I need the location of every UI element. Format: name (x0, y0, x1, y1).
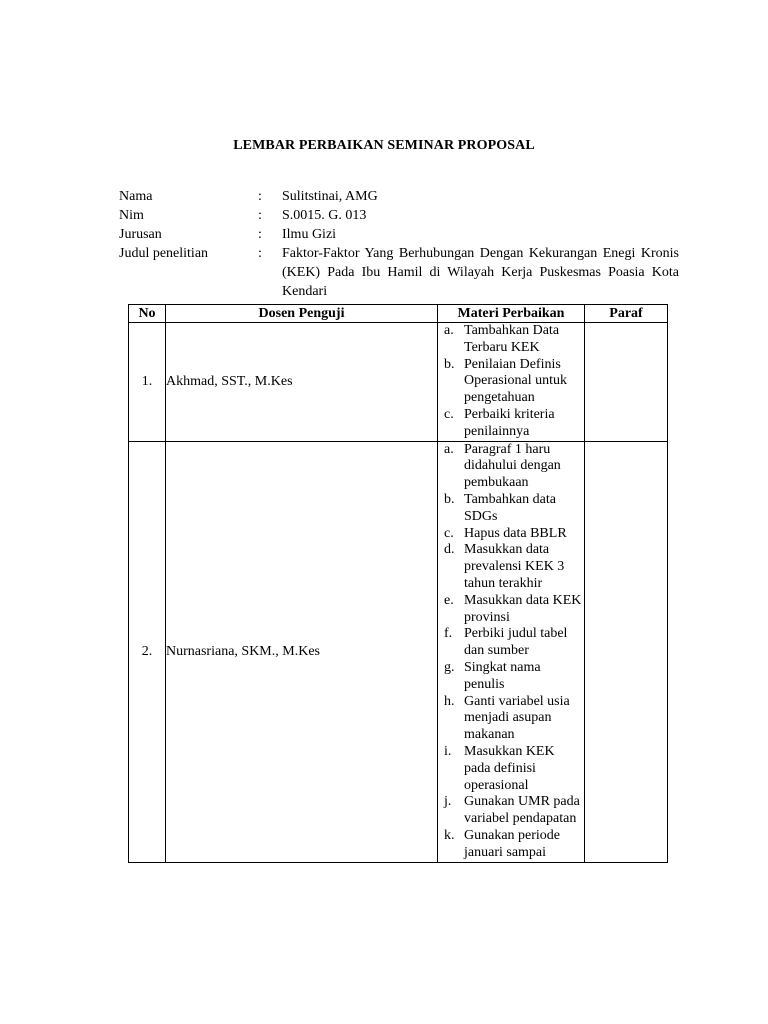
list-item (438, 660, 584, 694)
item-text: Tambahkan data SDGs (464, 491, 556, 524)
item-letter: k. (444, 827, 455, 843)
item-letter: i. (444, 743, 452, 759)
item-text: Perbiki judul tabel dan sumber (464, 626, 568, 659)
item-letter: j. (444, 794, 452, 810)
item-letter: b. (444, 356, 455, 372)
list-item (438, 407, 584, 441)
table-row (129, 441, 668, 862)
item-text: Perbaiki kriteria penilainnya (464, 406, 555, 439)
header-dosen: Dosen Penguji (166, 305, 438, 323)
info-value: Faktor-Faktor Yang Berhubungan Dengan Kekurangan Enegi Kronis (KEK) Pada Ibu Hamil di Wilayah Kerja Puskesmas Poasia Kota Kendari (282, 246, 679, 299)
header-paraf: Paraf (585, 305, 668, 323)
list-item (438, 593, 584, 627)
item-text: Singkat nama penulis (464, 659, 541, 692)
revision-items-cell (438, 323, 585, 442)
item-letter: f. (444, 626, 453, 642)
item-letter: e. (444, 592, 454, 608)
list-item (438, 828, 584, 862)
row-number: 2. (129, 441, 166, 862)
item-text: Penilaian Definis Operasional untuk pengetahuan (464, 356, 568, 406)
list-item (438, 357, 584, 407)
revision-items-cell (438, 441, 585, 862)
table-header-row (129, 305, 668, 323)
item-letter: a. (444, 441, 454, 457)
info-colon: : (258, 227, 262, 242)
info-row-nama (119, 187, 679, 206)
item-text: Masukkan data KEK provinsi (464, 592, 582, 625)
item-letter: c. (444, 406, 454, 422)
info-value: Ilmu Gizi (282, 227, 337, 242)
header-no: No (129, 305, 166, 323)
info-row-judul (119, 244, 679, 301)
info-value: Sulitstinai, AMG (282, 189, 378, 204)
info-label: Nama (119, 189, 153, 204)
list-item (438, 744, 584, 794)
examiner-name: Akhmad, SST., M.Kes (166, 323, 438, 442)
list-item (438, 794, 584, 828)
info-label: Judul penelitian (119, 246, 209, 261)
item-letter: c. (444, 525, 454, 541)
page-title: LEMBAR PERBAIKAN SEMINAR PROPOSAL (233, 138, 535, 153)
item-letter: a. (444, 323, 454, 338)
info-colon: : (258, 246, 262, 261)
item-text: Masukkan KEK pada definisi operasional (464, 743, 555, 793)
info-colon: : (258, 189, 262, 204)
info-block (119, 187, 679, 301)
list-item (438, 526, 584, 543)
info-label: Jurusan (119, 227, 162, 242)
item-text: Ganti variabel usia menjadi asupan makanan (464, 693, 570, 743)
item-text: Masukkan data prevalensi KEK 3 tahun terakhir (464, 542, 565, 591)
list-item (438, 694, 584, 744)
signature-cell (585, 441, 668, 862)
header-materi: Materi Perbaikan (438, 305, 585, 323)
list-item (438, 492, 584, 526)
item-text: Gunakan periode januari sampai (464, 827, 561, 860)
item-text: Hapus data BBLR (464, 525, 567, 541)
item-text: Tambahkan Data Terbaru KEK (464, 323, 560, 355)
info-label: Nim (119, 208, 144, 223)
item-letter: d. (444, 542, 455, 558)
list-item (438, 323, 584, 357)
item-letter: g. (444, 659, 455, 675)
list-item (438, 626, 584, 660)
revision-table (128, 304, 668, 863)
list-item (438, 442, 584, 492)
info-colon: : (258, 208, 262, 223)
item-letter: h. (444, 693, 455, 709)
item-letter: b. (444, 491, 455, 507)
examiner-name: Nurnasriana, SKM., M.Kes (166, 441, 438, 862)
item-text: Gunakan UMR pada variabel pendapatan (464, 794, 580, 827)
table-row (129, 323, 668, 442)
item-text: Paragraf 1 haru didahului dengan pembukaan (464, 441, 561, 491)
info-row-nim (119, 206, 679, 225)
list-item (438, 542, 584, 592)
signature-cell (585, 323, 668, 442)
row-number: 1. (129, 323, 166, 442)
info-value: S.0015. G. 013 (282, 208, 367, 223)
info-row-jurusan (119, 225, 679, 244)
